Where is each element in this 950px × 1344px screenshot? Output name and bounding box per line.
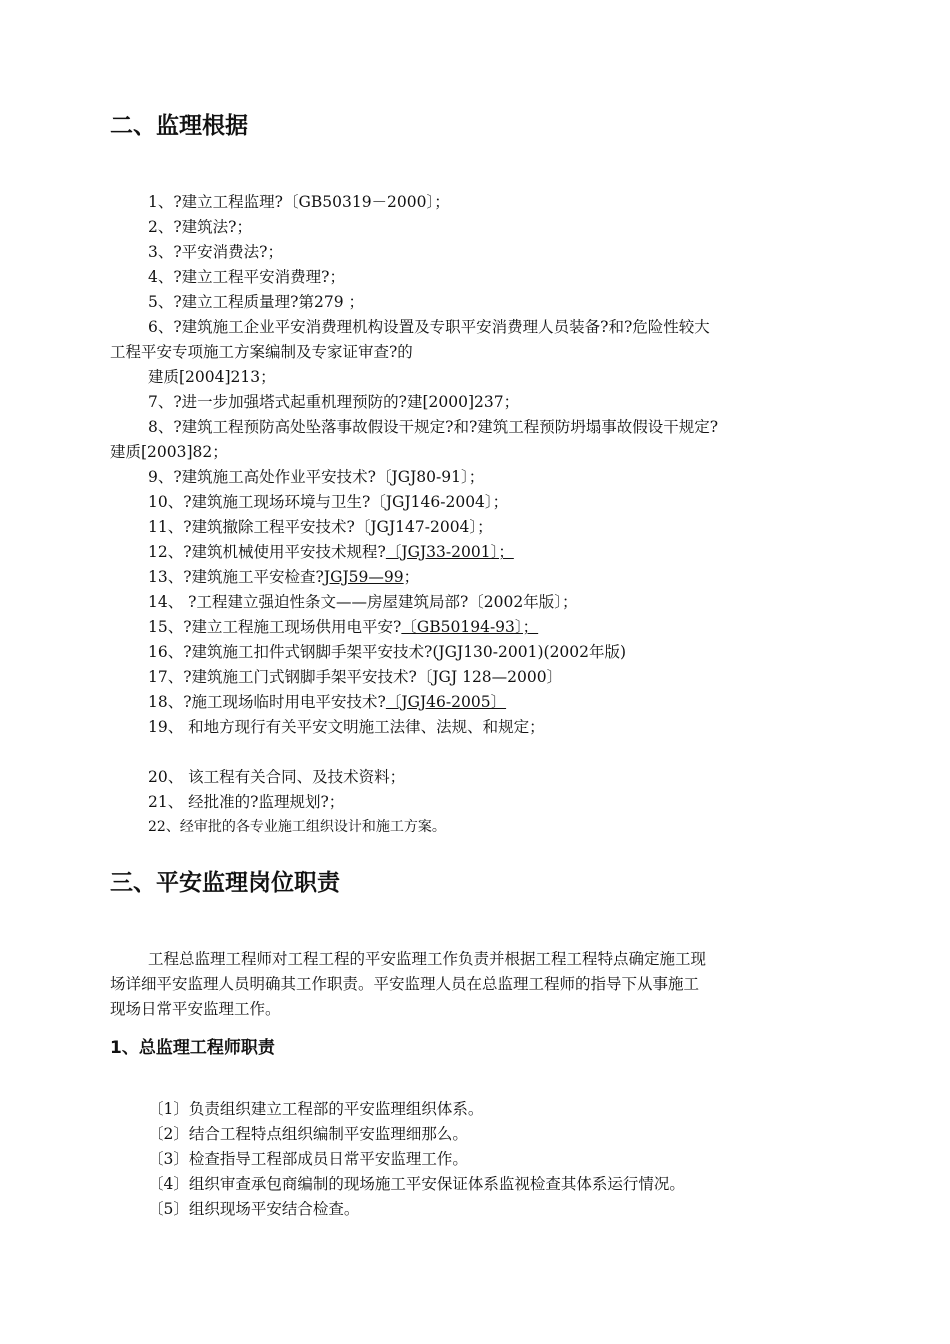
chief-duty-item-3: 〔3〕检查指导工程部成员日常平安监理工作。 bbox=[148, 1150, 468, 1168]
basis-item-11: 11、?建筑撤除工程平安技术?〔JGJ147-2004〕； bbox=[148, 518, 493, 536]
basis-item-12-code: 〔JGJ33-2001〕； bbox=[385, 543, 514, 561]
basis-item-6-reference: 建质[2004]213； bbox=[148, 368, 276, 386]
basis-item-22: 22、经审批的各专业施工组织设计和施工方案。 bbox=[148, 819, 446, 835]
basis-item-2: 2、?建筑法?； bbox=[148, 218, 252, 236]
basis-item-3: 3、?平安消费法?； bbox=[148, 243, 283, 261]
basis-item-6: 6、?建筑施工企业平安消费理机构设置及专职平安消费理人员装备?和?危险性较大 bbox=[148, 318, 710, 336]
basis-item-18-text: 18、?施工现场临时用电平安技术? bbox=[148, 693, 386, 711]
basis-item-18-code: 〔JGJ46-2005〕 bbox=[385, 693, 507, 711]
duties-paragraph-line-1: 工程总监理工程师对工程工程的平安监理工作负责并根据工程工程特点确定施工现 bbox=[148, 950, 707, 968]
section-heading-duties: 三、平安监理岗位职责 bbox=[110, 870, 340, 896]
basis-item-12-text: 12、?建筑机械使用平安技术规程? bbox=[148, 543, 386, 561]
basis-item-13-end: ； bbox=[403, 568, 420, 586]
basis-item-15-code: 〔GB50194-93〕； bbox=[401, 618, 539, 636]
basis-item-18 bbox=[148, 690, 506, 714]
basis-item-8: 8、?建筑工程预防高处坠落事故假设干规定?和?建筑工程预防坍塌事故假设干规定? bbox=[148, 418, 719, 436]
section-heading-basis: 二、监理根据 bbox=[110, 113, 248, 139]
basis-item-10: 10、?建筑施工现场环境与卫生?〔JGJ146-2004〕； bbox=[148, 493, 509, 511]
basis-item-13 bbox=[148, 565, 419, 589]
basis-item-4: 4、?建立工程平安消费理?； bbox=[148, 268, 345, 286]
basis-item-9: 9、?建筑施工高处作业平安技术?〔JGJ80-91〕； bbox=[148, 468, 485, 486]
duties-paragraph-line-2: 场详细平安监理人员明确其工作职责。平安监理人员在总监理工程师的指导下从事施工 bbox=[110, 975, 700, 993]
basis-item-5: 5、?建立工程质量理?第279 ； bbox=[148, 293, 364, 311]
basis-item-16: 16、?建筑施工扣件式钢脚手架平安技术?(JGJ130-2001)(2002年版) bbox=[148, 643, 627, 661]
basis-item-13-text: 13、?建筑施工平安检查? bbox=[148, 568, 324, 586]
chief-duty-item-2: 〔2〕结合工程特点组织编制平安监理细那么。 bbox=[148, 1125, 468, 1143]
basis-item-6-continued: 工程平安专项施工方案编制及专家证审查?的 bbox=[110, 343, 413, 361]
basis-item-14: 14、 ?工程建立强迫性条文——房屋建筑局部?〔2002年版〕； bbox=[148, 593, 578, 611]
basis-item-13-code: JGJ59—99 bbox=[323, 568, 404, 586]
basis-item-1: 1、?建立工程监理?〔GB50319－2000〕； bbox=[148, 193, 450, 211]
basis-item-21: 21、 经批准的?监理规划?； bbox=[148, 793, 345, 811]
basis-item-7: 7、?进一步加强塔式起重机理预防的?建[2000]237； bbox=[148, 393, 520, 411]
basis-item-8-reference: 建质[2003]82； bbox=[110, 443, 228, 461]
basis-item-15 bbox=[148, 615, 538, 639]
chief-duty-item-4: 〔4〕组织审查承包商编制的现场施工平安保证体系监视检查其体系运行情况。 bbox=[148, 1175, 685, 1193]
basis-item-15-text: 15、?建立工程施工现场供用电平安? bbox=[148, 618, 402, 636]
subheading-chief-engineer-duties: 1、总监理工程师职责 bbox=[110, 1038, 275, 1058]
chief-duty-item-1: 〔1〕负责组织建立工程部的平安监理组织体系。 bbox=[148, 1100, 484, 1118]
basis-item-12 bbox=[148, 540, 514, 564]
chief-duty-item-5: 〔5〕组织现场平安结合检查。 bbox=[148, 1200, 360, 1218]
basis-item-17: 17、?建筑施工门式钢脚手架平安技术?〔JGJ 128—2000〕 bbox=[148, 668, 563, 686]
basis-item-20: 20、 该工程有关合同、及技术资料； bbox=[148, 768, 406, 786]
basis-item-19: 19、 和地方现行有关平安文明施工法律、法规、和规定； bbox=[148, 718, 545, 736]
duties-paragraph-line-3: 现场日常平安监理工作。 bbox=[110, 1000, 281, 1018]
